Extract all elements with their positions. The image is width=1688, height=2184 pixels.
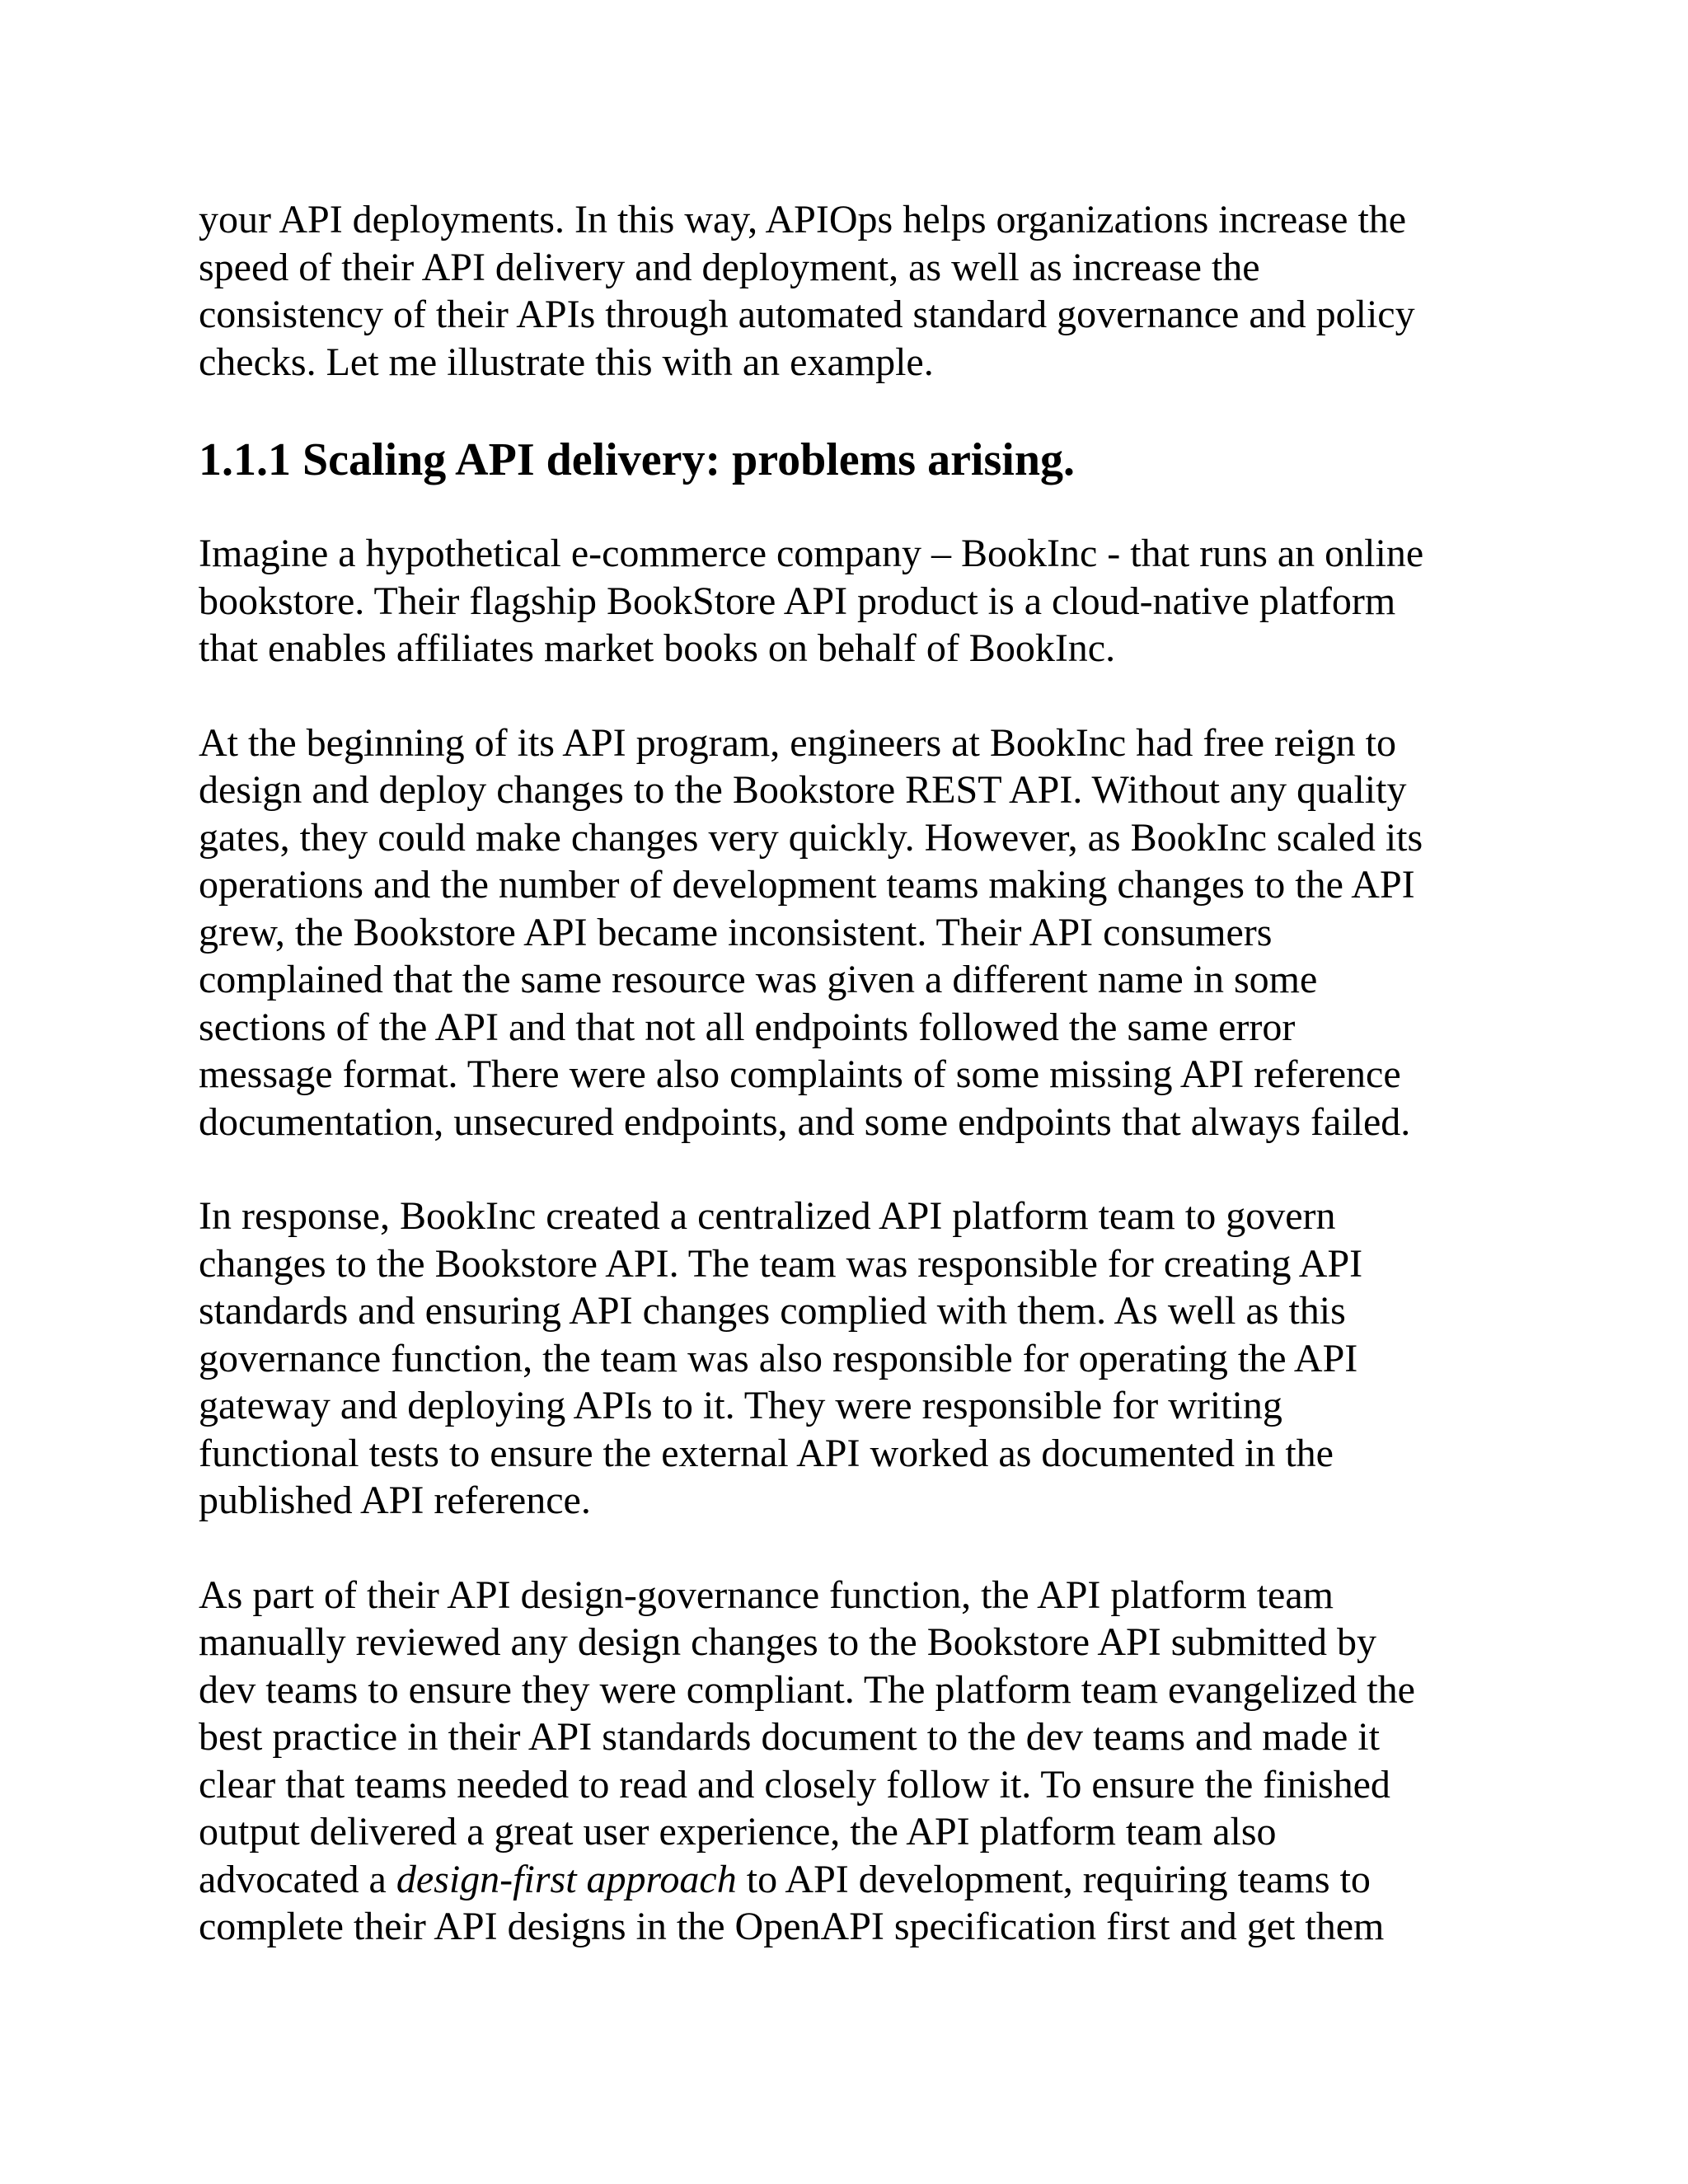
text-line: operations and the number of development teams making changes to the API	[199, 863, 1415, 907]
text-segment: to API development, requiring teams to	[736, 1857, 1371, 1901]
paragraph-platform-team	[199, 1193, 1517, 1525]
text-line: documentation, unsecured endpoints, and some endpoints that always failed.	[199, 1099, 1411, 1144]
paragraph-bookinc-intro	[199, 530, 1517, 673]
text-line: message format. There were also complaints of some missing API reference	[199, 1052, 1401, 1096]
text-line: grew, the Bookstore API became inconsistent. Their API consumers	[199, 910, 1273, 954]
document-body	[199, 196, 1517, 1998]
paragraph-api-program	[199, 719, 1517, 1146]
section-heading: 1.1.1 Scaling API delivery: problems arising.	[199, 434, 1075, 485]
text-line: functional tests to ensure the external API worked as documented in the	[199, 1431, 1334, 1475]
text-line: checks. Let me illustrate this with an example.	[199, 340, 934, 384]
emphasized-text: design-first approach	[396, 1857, 737, 1901]
text-line: design and deploy changes to the Bookstore REST API. Without any quality	[199, 768, 1407, 812]
text-line: dev teams to ensure they were compliant. The platform team evangelized the	[199, 1667, 1415, 1712]
intro-paragraph	[199, 196, 1517, 386]
text-line: speed of their API delivery and deployment, as well as increase the	[199, 245, 1260, 289]
text-line: best practice in their API standards document to the dev teams and made it	[199, 1715, 1380, 1759]
text-line: gates, they could make changes very quickly. However, as BookInc scaled its	[199, 815, 1423, 860]
text-line: At the beginning of its API program, engineers at BookInc had free reign to	[199, 720, 1396, 765]
text-line: manually reviewed any design changes to the Bookstore API submitted by	[199, 1620, 1377, 1664]
text-line: sections of the API and that not all endpoints followed the same error	[199, 1005, 1296, 1049]
text-line-with-emphasis	[199, 1856, 1517, 1904]
text-line: standards and ensuring API changes complied with them. As well as this	[199, 1289, 1346, 1333]
text-line: bookstore. Their flagship BookStore API product is a cloud-native platform	[199, 579, 1396, 623]
text-line: In response, BookInc created a centralized API platform team to govern	[199, 1194, 1336, 1238]
text-line: your API deployments. In this way, APIOps helps organizations increase the	[199, 198, 1407, 241]
text-line: output delivered a great user experience, the API platform team also	[199, 1810, 1277, 1854]
text-line: gateway and deploying APIs to it. They were responsible for writing	[199, 1384, 1282, 1427]
text-line: As part of their API design-governance function, the API platform team	[199, 1572, 1334, 1617]
text-line: clear that teams needed to read and closely follow it. To ensure the finished	[199, 1762, 1390, 1807]
text-line: published API reference.	[199, 1479, 591, 1522]
text-line: that enables affiliates market books on behalf of BookInc.	[199, 626, 1116, 670]
text-line: Imagine a hypothetical e-commerce company – BookInc - that runs an online	[199, 532, 1424, 575]
text-line: complained that the same resource was given a different name in some	[199, 958, 1318, 1001]
text-segment: advocated a	[199, 1857, 396, 1901]
text-line: complete their API designs in the OpenAPI specification first and get them	[199, 1905, 1385, 1948]
text-line: governance function, the team was also responsible for operating the API	[199, 1336, 1358, 1380]
text-line: changes to the Bookstore API. The team was responsible for creating API	[199, 1241, 1363, 1286]
paragraph-design-governance	[199, 1572, 1517, 1951]
text-line: consistency of their APIs through automated standard governance and policy	[199, 293, 1415, 336]
